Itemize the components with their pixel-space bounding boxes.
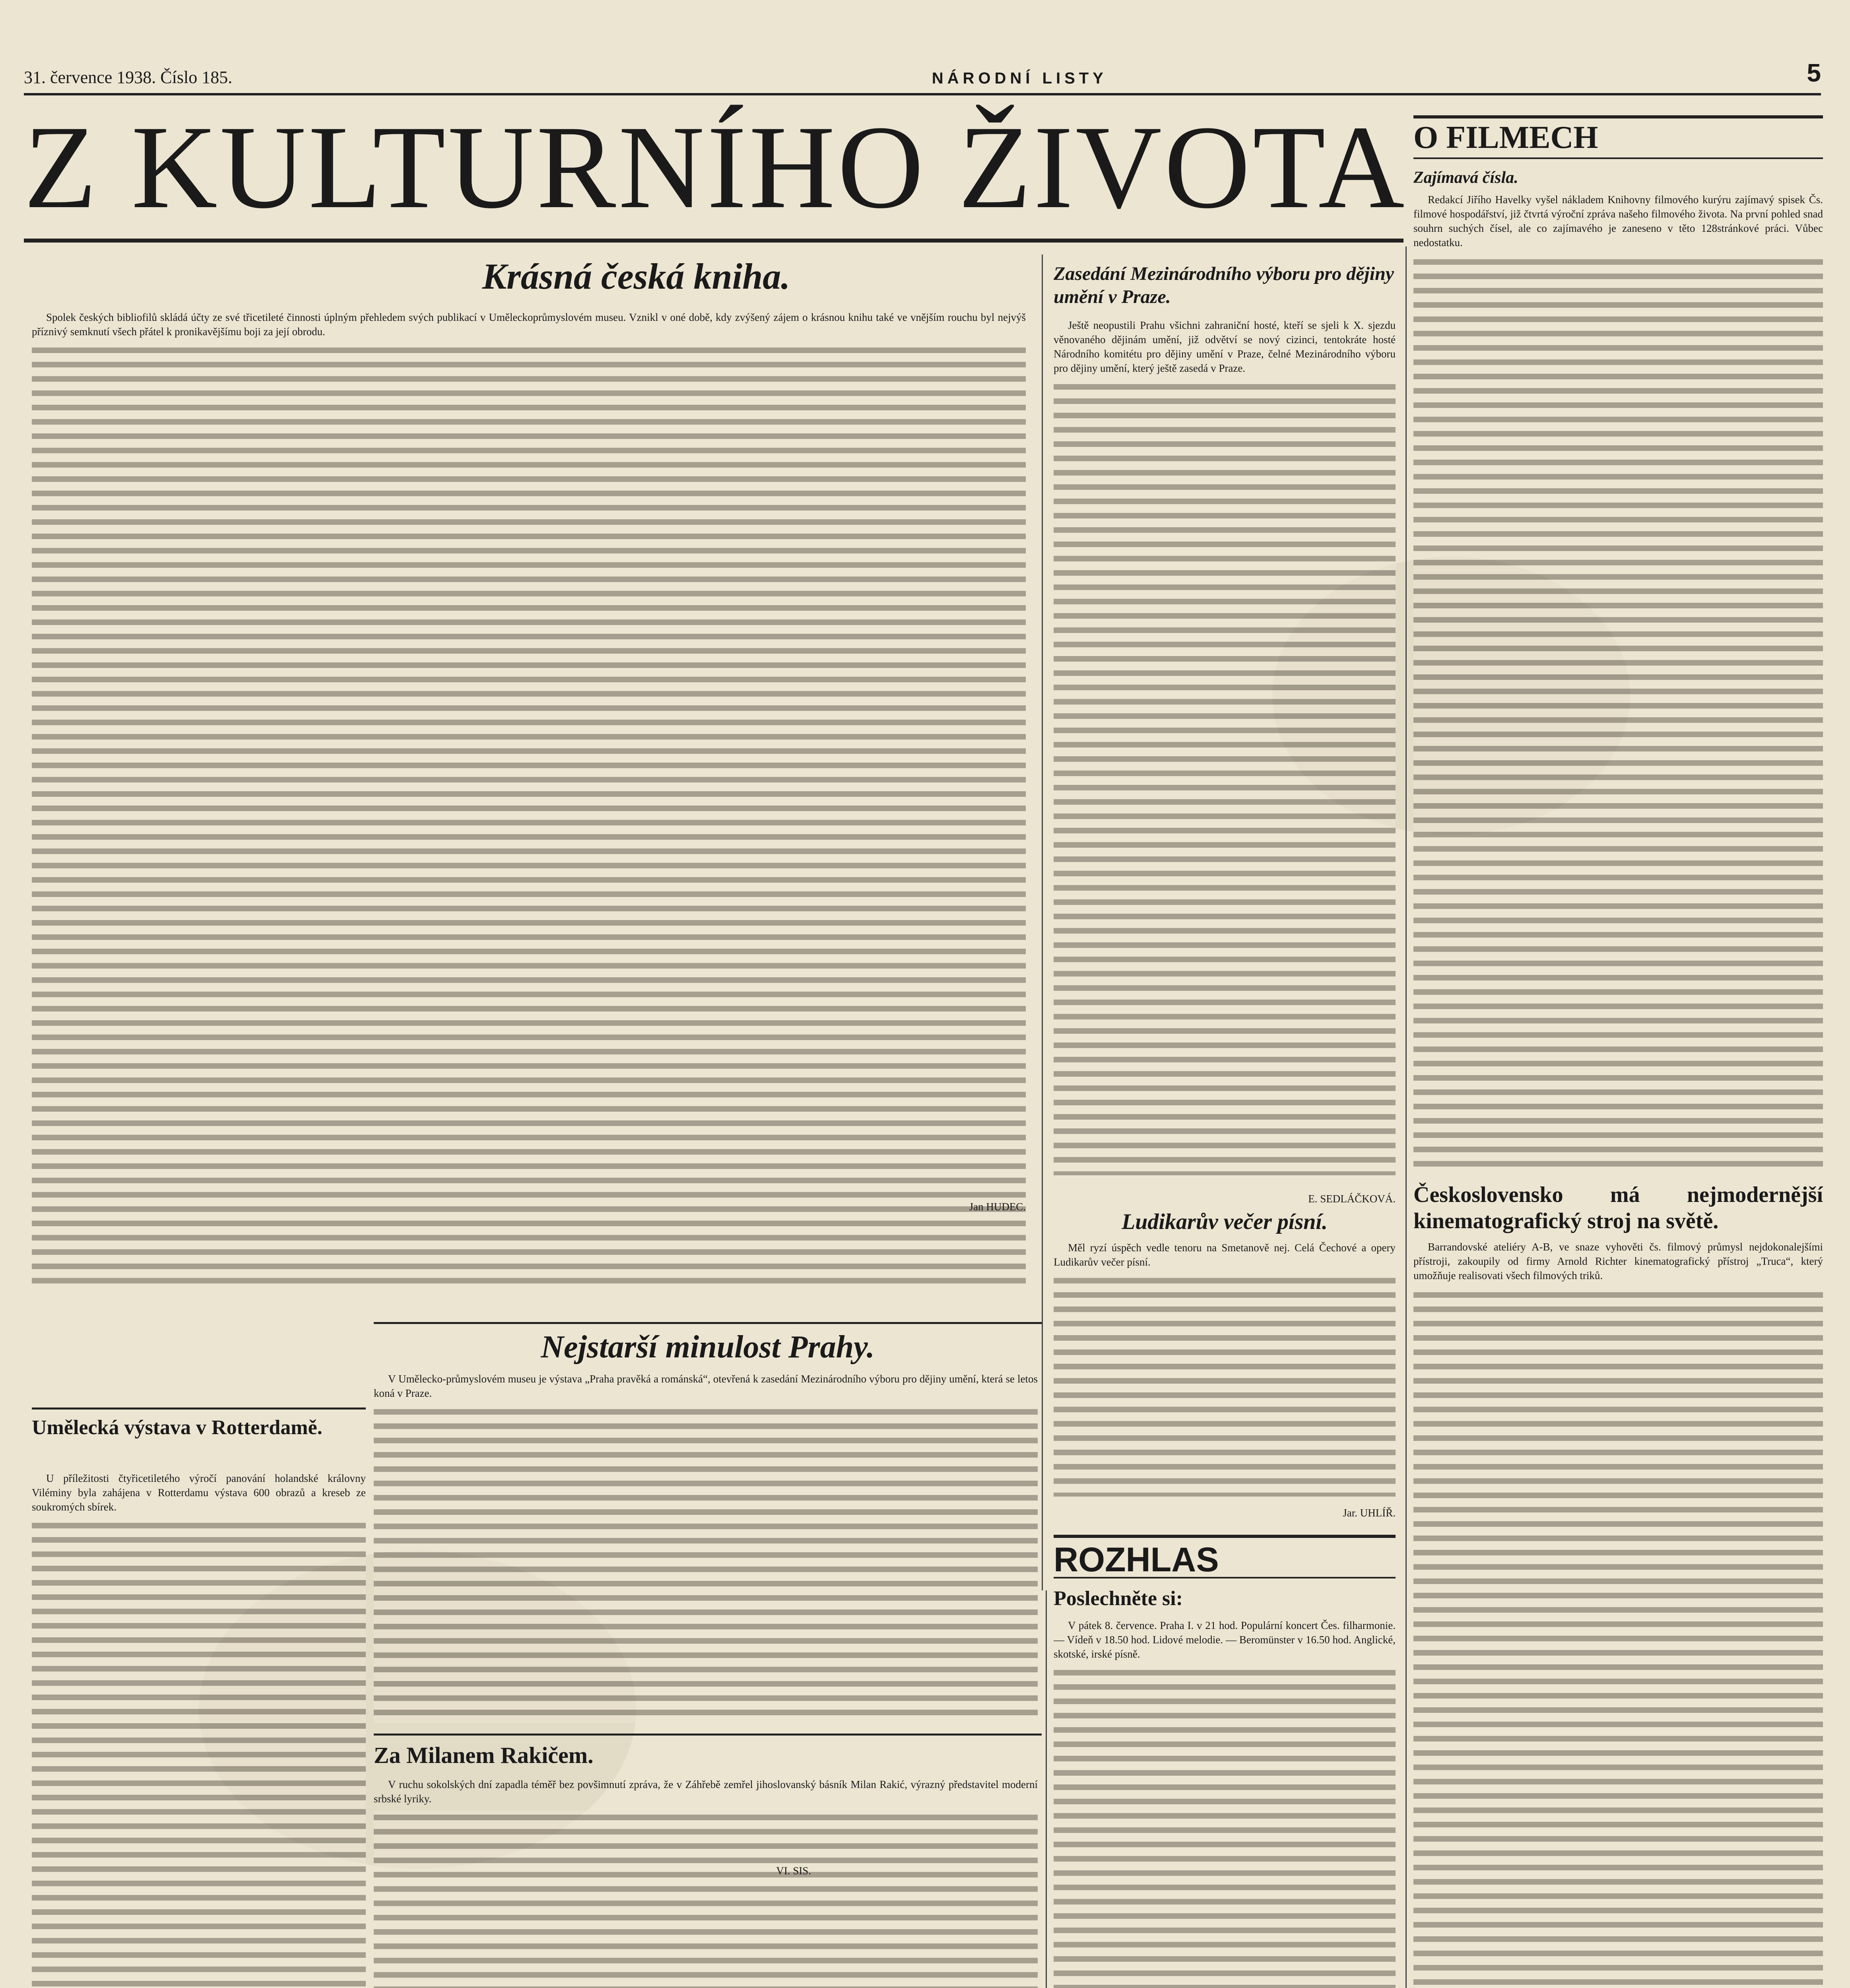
nejstarsi-title: Nejstarší minulost Prahy.	[541, 1330, 875, 1365]
kniha-filler	[32, 344, 1026, 1290]
rozhlas-filler	[1054, 1666, 1396, 1988]
filmy-heading2: Československo má nejmodernější kinematografický stroj na světě.	[1413, 1182, 1823, 1233]
rakicem-filler	[374, 1811, 1038, 1988]
section-rule	[32, 1408, 366, 1409]
filmy-column	[1413, 167, 1823, 1988]
ludikaruv-title: Ludikarův večer písní.	[1122, 1209, 1328, 1234]
filmy-subheading: Zajímavá čísla.	[1413, 169, 1518, 187]
ludikaruv-filler	[1054, 1274, 1396, 1497]
paper-name: NÁRODNÍ LISTY	[932, 70, 1107, 87]
zasedani-text: Ještě neopustili Prahu všichni zahraniční hosté, kteří se sjeli k X. sjezdu věnovaného dějinám umění, již odvětví se nový cizinci, tentokráte hosté Národního komitétu pro dějiny umění v Praze, čelné Mezinárodního výboru pro dějiny umění, který ještě zasedá v Praze.	[1054, 319, 1396, 374]
page-number: 5	[1807, 58, 1821, 87]
rakicem-title: Za Milanem Rakičem.	[374, 1742, 594, 1768]
rozhlas-sub: Poslechněte si:	[1054, 1587, 1183, 1610]
ludikaruv-body	[1054, 1241, 1396, 1503]
col-divider	[1042, 254, 1043, 1590]
page-header	[24, 60, 1821, 95]
umelecka-text: U příležitosti čtyřicetiletého výročí panování holandské královny Viléminy byla zahájena v Rotterdamu výstava 600 obrazů a kreseb ze soukromých sbírek.	[32, 1472, 366, 1513]
umelecka-title: Umělecká výstava v Rotterdamě.	[32, 1416, 322, 1439]
ludikaruv-text: Měl ryzí úspěch vedle tenoru na Smetanově nej. Celá Čechové a opery Ludikarův večer písní.	[1054, 1242, 1396, 1268]
rozhlas-body	[1054, 1618, 1396, 1988]
kniha-body	[32, 310, 1026, 1312]
issue-date: 31. července 1938. Číslo 185.	[24, 68, 233, 87]
masthead-rule	[24, 239, 1404, 243]
filmy-title: O FILMECH	[1413, 120, 1598, 155]
filmy-title-box	[1413, 115, 1823, 159]
rozhlas-text: V pátek 8. července. Praha I. v 21 hod. Populární koncert Čes. filharmonie. — Vídeň v 18.50 hod. Lidové melodie. — Beromünster v 16.50 hod. Anglické, skotské, irské písně.	[1054, 1619, 1396, 1660]
rakicem-signature: VI. SIS.	[776, 1865, 811, 1877]
ludikaruv-signature: Jar. UHLÍŘ.	[1343, 1507, 1396, 1519]
section-masthead: Z KULTURNÍHO ŽIVOTA	[24, 101, 1407, 233]
kniha-signature: Jan HUDEC.	[969, 1201, 1026, 1213]
kniha-title: Krásná česká kniha.	[482, 256, 790, 297]
zasedani-body	[1054, 318, 1396, 1185]
section-rule	[374, 1734, 1042, 1736]
filmy-filler-2	[1413, 1288, 1823, 1988]
rozhlas-title: ROZHLAS	[1054, 1535, 1396, 1578]
col-divider	[1046, 1590, 1047, 1988]
zasedani-signature: E. SEDLÁČKOVÁ.	[1308, 1193, 1396, 1205]
kniha-lead: Spolek českých bibliofilů skládá účty ze své třicetileté činnosti úplným přehledem svých publikací v Uměleckoprůmyslovém museu. Vznikl v oné době, kdy zvýšený zájem o krásnou knihu také ve vnějším rouchu byl nejvýš příznivý semknutí všech přátel k pronikavějšímu boji za její obrodu.	[32, 311, 1026, 338]
nejstarsi-body	[374, 1372, 1038, 1730]
col-divider	[1405, 247, 1407, 1988]
nejstarsi-text: V Umělecko-průmyslovém museu je výstava „Praha pravěká a románská“, otevřená k zasedání Mezinárodního výboru pro dějiny umění, která se letos koná v Praze.	[374, 1373, 1038, 1399]
filmy-heading2-text: Barrandovské ateliéry A-B, ve snaze vyhověti čs. filmový průmysl nejdokonalejšími přístroji, zakoupily od firmy Arnold Richter kinematografický přístroj „Truca“, který umožňuje realisovati všech filmových triků.	[1413, 1241, 1823, 1281]
zasedani-title: Zasedání Mezinárodního výboru pro dějiny umění v Praze.	[1054, 263, 1394, 307]
umelecka-filler	[32, 1519, 366, 1988]
nejstarsi-filler	[374, 1405, 1038, 1723]
section-rule	[374, 1322, 1042, 1324]
filmy-text: Redakcí Jiřího Havelky vyšel nákladem Knihovny filmového kurýru zajímavý spisek Čs. filmové hospodářství, již čtvrtá výroční zpráva našeho filmového života. Na první pohled snad souhrn suchých čísel, ale co zajímavého je zaneseno v těto 128stránkové práci. Vůbec nedostatku.	[1413, 194, 1823, 248]
rakicem-text: V ruchu sokolských dní zapadla téměř bez povšimnutí zpráva, že v Záhřebě zemřel jihoslovanský básník Milan Rakić, výrazný představitel moderní srbské lyriky.	[374, 1778, 1038, 1805]
filmy-filler	[1413, 255, 1823, 1170]
umelecka-body	[32, 1471, 366, 1988]
rakicem-body	[374, 1777, 1038, 1988]
zasedani-filler	[1054, 380, 1396, 1175]
